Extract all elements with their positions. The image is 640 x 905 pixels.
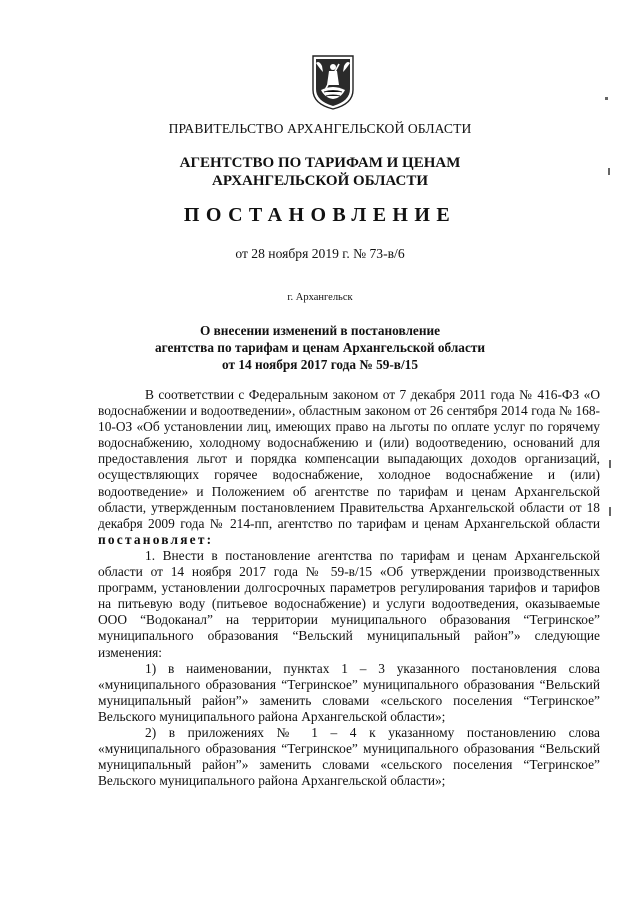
document-city: г. Архангельск: [287, 292, 353, 303]
arkhangelsk-coat-of-arms-icon: [310, 54, 356, 110]
scan-mark: [609, 460, 611, 468]
subject-line: от 14 ноября 2017 года № 59-в/15: [222, 357, 418, 372]
document-date-number: от 28 ноября 2019 г. № 73-в/6: [235, 246, 405, 261]
subject-line: агентства по тарифам и ценам Архангельской области: [154, 340, 486, 355]
document-type-title: ПОСТАНОВЛЕНИЕ: [183, 204, 457, 226]
agency-name-line: АРХАНГЕЛЬСКОЙ ОБЛАСТИ: [212, 173, 428, 189]
resolves-word: постановляет:: [98, 531, 214, 547]
scan-mark: [605, 97, 608, 100]
agency-name: [0, 154, 640, 190]
preamble-paragraph: [98, 387, 600, 548]
subitem-1-paragraph: 1) в наименовании, пунктах 1 – 3 указанного постановления слова «муниципального образования “Тегринское” муниципального образования “Вельский муниципальный район”» заменить словами «сельского поселения “Тегринское” Вельского муниципального района Архангельской области»;: [98, 660, 600, 724]
preamble-text: В соответствии с Федеральным законом от 7 декабря 2011 года № 416-ФЗ «О водоснабжении и водоотведении», областным законом от 26 сентября 2014 года № 168-10-ОЗ «Об установлении лиц, имеющих право на льготы по оплате услуг по горячему водоснабжению, холодному водоснабжению и (или) водоотведению, оснований для предоставления льгот и порядка компенсации выпадающих доходов организаций, осуществляющих горячее водоснабжение, холодное водоснабжение и (или) водоотведение» и Положением об агентстве по тарифам и ценам Архангельской области, утвержденным постановлением Правительства Архангельской области от 18 декабря 2009 года № 214-пп, агентство по тарифам и ценам Архангельской области: [98, 387, 600, 531]
subitem-2-paragraph: 2) в приложениях № 1 – 4 к указанному постановлению слова «муниципального образования “Тегринское” муниципального образования “Вельский муниципальный район”» заменить словами «сельского поселения “Тегринское” Вельского муниципального района Архангельской области»;: [98, 724, 600, 789]
item-1-paragraph: 1. Внести в постановление агентства по тарифам и ценам Архангельской области от 14 ноября 2017 года № 59-в/15 «Об утверждении производственных программ, установлении долгосрочных параметров регулирования тарифов и тарифов на питьевую воду (питьевое водоснабжение) и услуги водоотведения, оказываемые ООО “Водоканал” на территории муниципального образования “Тегринское” муниципального образования “Вельский муниципальный район”» следующие изменения:: [98, 547, 600, 660]
subject-line: О внесении изменений в постановление: [199, 323, 441, 338]
agency-name-line: АГЕНТСТВО ПО ТАРИФАМ И ЦЕНАМ: [179, 155, 461, 171]
scan-mark: [609, 507, 611, 516]
document-body: [98, 387, 600, 789]
document-subject: [0, 322, 640, 373]
government-name: ПРАВИТЕЛЬСТВО АРХАНГЕЛЬСКОЙ ОБЛАСТИ: [168, 121, 472, 136]
scan-mark: [608, 168, 610, 175]
